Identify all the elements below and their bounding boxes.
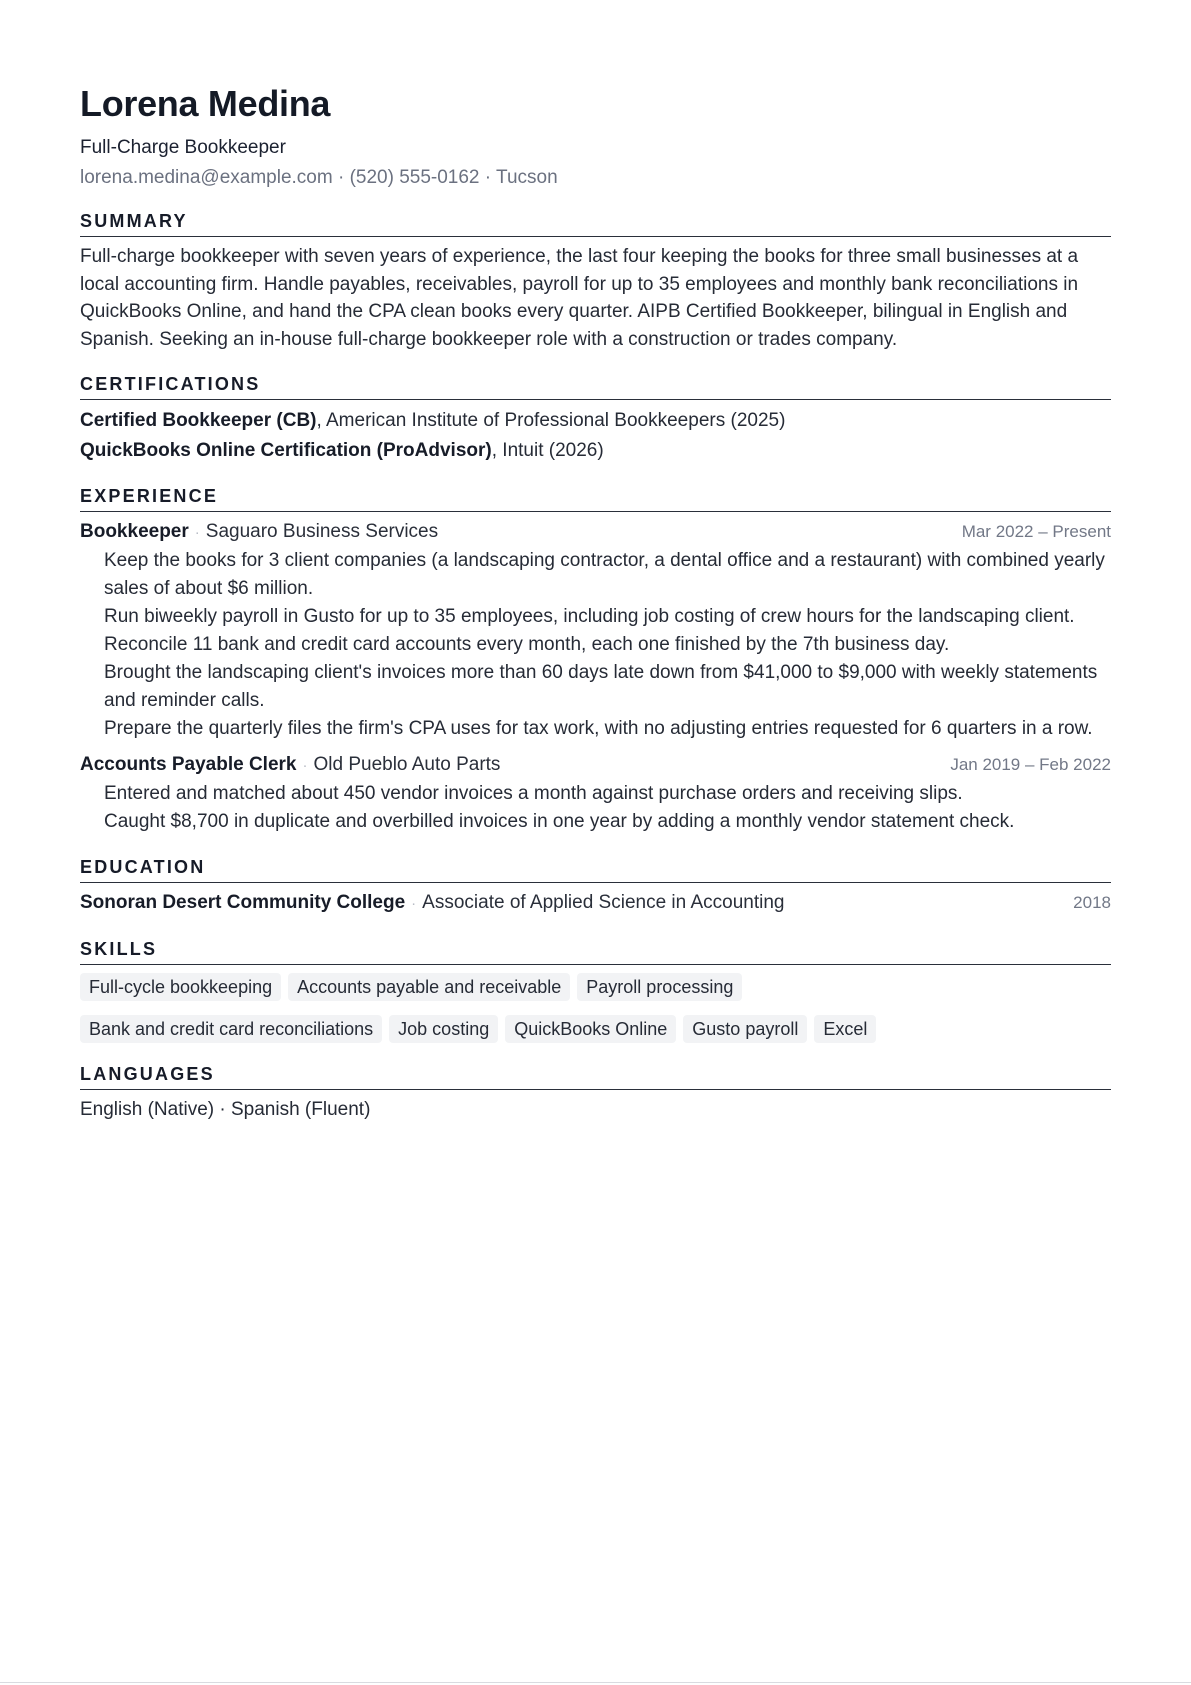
certification-item bbox=[80, 406, 1111, 436]
job-company: Saguaro Business Services bbox=[205, 521, 439, 542]
skill-chip: Accounts payable and receivable bbox=[288, 973, 570, 1001]
skill-chip: Bank and credit card reconciliations bbox=[80, 1015, 382, 1043]
job-title: Accounts Payable Clerk bbox=[80, 754, 297, 775]
languages-section bbox=[80, 1063, 1111, 1124]
skill-chip: Full-cycle bookkeeping bbox=[80, 973, 281, 1001]
skills-section bbox=[80, 938, 1111, 1043]
separator-dot: · bbox=[411, 895, 417, 912]
section-title-education: EDUCATION bbox=[80, 856, 1111, 883]
job-bullets bbox=[80, 547, 1111, 743]
education-section bbox=[80, 856, 1111, 918]
section-title-skills: SKILLS bbox=[80, 938, 1111, 965]
separator-dot: · bbox=[302, 757, 308, 774]
candidate-name: Lorena Medina bbox=[80, 83, 331, 124]
experience-section bbox=[80, 485, 1111, 836]
education-entry bbox=[80, 889, 1111, 918]
section-title-summary: SUMMARY bbox=[80, 210, 1111, 237]
job-entry bbox=[80, 518, 1111, 743]
education-year: 2018 bbox=[1073, 893, 1111, 912]
job-bullet: Reconcile 11 bank and credit card accounts every month, each one finished by the 7th business day. bbox=[104, 634, 950, 655]
job-bullet: Entered and matched about 450 vendor invoices a month against purchase orders and receiving slips. bbox=[104, 783, 963, 804]
separator-dot: · bbox=[194, 524, 200, 541]
job-bullet: Keep the books for 3 client companies (a landscaping contractor, a dental office and a restaurant) with combined yearly sales of about $6 million. bbox=[104, 550, 1105, 599]
certification-detail: , American Institute of Professional Bookkeepers (2025) bbox=[316, 410, 786, 431]
skill-chip: Gusto payroll bbox=[683, 1015, 807, 1043]
job-bullet: Run biweekly payroll in Gusto for up to 35 employees, including job costing of crew hours for the landscaping client. bbox=[104, 606, 1075, 627]
job-company: Old Pueblo Auto Parts bbox=[313, 754, 501, 775]
section-title-languages: LANGUAGES bbox=[80, 1063, 1111, 1090]
job-header bbox=[80, 751, 1111, 780]
contact-line: lorena.medina@example.com · (520) 555-0162 · Tucson bbox=[80, 167, 558, 188]
certification-name: Certified Bookkeeper (CB) bbox=[80, 410, 317, 431]
skill-chip: Job costing bbox=[389, 1015, 498, 1043]
certification-detail: , Intuit (2026) bbox=[491, 439, 604, 461]
candidate-headline: Full-Charge Bookkeeper bbox=[80, 137, 286, 158]
job-bullet: Brought the landscaping client's invoices more than 60 days late down from $41,000 to $9,000 with weekly statements and reminder calls. bbox=[104, 662, 1098, 711]
job-bullets bbox=[80, 780, 1111, 836]
languages-text: English (Native) · Spanish (Fluent) bbox=[80, 1099, 371, 1120]
job-entry bbox=[80, 751, 1111, 836]
education-school: Sonoran Desert Community College bbox=[80, 892, 406, 913]
skill-chip: Excel bbox=[814, 1015, 876, 1043]
job-title: Bookkeeper bbox=[80, 521, 189, 542]
summary-section bbox=[80, 210, 1111, 353]
job-dates: Mar 2022 – Present bbox=[961, 522, 1111, 541]
job-bullet: Caught $8,700 in duplicate and overbilled invoices in one year by adding a monthly vendor statement check. bbox=[104, 811, 1015, 832]
skill-chip: Payroll processing bbox=[577, 973, 742, 1001]
certification-item bbox=[80, 436, 1111, 466]
education-degree: Associate of Applied Science in Accounting bbox=[422, 892, 785, 913]
job-bullet: Prepare the quarterly files the firm's CPA uses for tax work, with no adjusting entries requested for 6 quarters in a row. bbox=[104, 718, 1093, 739]
section-title-certifications: CERTIFICATIONS bbox=[80, 373, 1111, 400]
section-title-experience: EXPERIENCE bbox=[80, 485, 1111, 512]
page-bottom-divider bbox=[0, 1682, 1191, 1683]
certifications-section bbox=[80, 373, 1111, 465]
skills-list bbox=[80, 973, 1111, 1043]
skill-chip: QuickBooks Online bbox=[505, 1015, 676, 1043]
certification-name: QuickBooks Online Certification (ProAdvisor) bbox=[80, 439, 492, 461]
summary-text: Full-charge bookkeeper with seven years of experience, the last four keeping the books for three small businesses at a local accounting firm. Handle payables, receivables, payroll for up to 35 employees and monthly bank reconciliations in QuickBooks Online, and hand the CPA clean books every quarter. AIPB Certified Bookkeeper, bilingual in English and Spanish. Seeking an in-house full-charge bookkeeper role with a construction or trades company. bbox=[80, 246, 1079, 350]
job-dates: Jan 2019 – Feb 2022 bbox=[950, 755, 1111, 774]
job-header bbox=[80, 518, 1111, 547]
